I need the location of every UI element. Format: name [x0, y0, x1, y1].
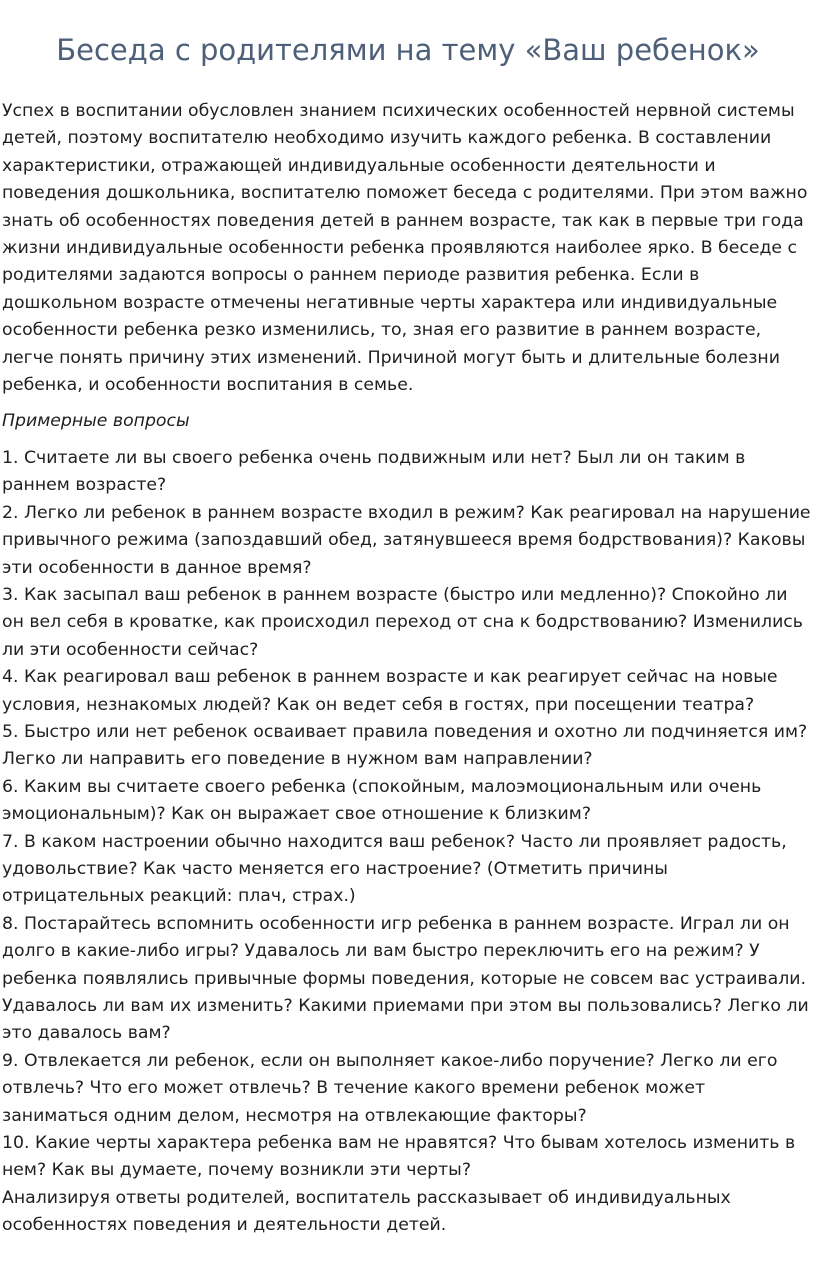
- intro-paragraph: Успех в воспитании обусловлен знанием психических особенностей нервной системы детей, поэтому воспитателю необходимо изучить каждого ребенка. В составлении характеристики, отражающей индивидуальные особенности деятельности и поведения дошкольника, воспитателю поможет беседа с родителями. При этом важно знать об особенностях поведения детей в раннем возрасте, так как в первые три года жизни индивидуальные особенности ребенка проявляются наиболее ярко. В беседе с родителями задаются вопросы о раннем периоде развития ребенка. Если в дошкольном возрасте отмечены негативные черты характера или индивидуальные особенности ребенка резко изменились, то, зная его развитие в раннем возрасте, легче понять причину этих изменений. Причиной могут быть и длительные болезни ребенка, и особенности воспитания в семье.: [2, 101, 808, 396]
- question-item: 6. Каким вы считаете своего ребенка (спокойным, малоэмоциональным или очень эмоциональным)? Как он выражает свое отношение к близким?: [2, 776, 762, 825]
- page-title: Беседа с родителями на тему «Ваш ребенок»: [56, 33, 760, 68]
- questions-list: [2, 445, 812, 1185]
- question-item: 7. В каком настроении обычно находится ваш ребенок? Часто ли проявляет радость, удовольствие? Как часто меняется его настроение? (Отметить причины отрицательных реакций: плач, страх.): [2, 831, 787, 907]
- question-item: 2. Легко ли ребенок в раннем возрасте входил в режим? Как реагировал на нарушение привычного режима (запоздавший обед, затянувшееся время бодрствования)? Каковы эти особенности в данное время?: [2, 502, 811, 578]
- closing-paragraph: Анализируя ответы родителей, воспитатель рассказывает об индивидуальных особенностях поведения и деятельности детей.: [2, 1187, 731, 1236]
- question-item: 8. Постарайтесь вспомнить особенности игр ребенка в раннем возрасте. Играл ли он долго в какие-либо игры? Удавалось ли вам быстро переключить его на режим? У ребенка появлялись привычные формы поведения, которые не совсем вас устраивали. Удавалось ли вам их изменить? Какими приемами при этом вы пользовались? Легко ли это давалось вам?: [2, 913, 809, 1044]
- question-item: 9. Отвлекается ли ребенок, если он выполняет какое-либо поручение? Легко ли его отвлечь? Что его может отвлечь? В течение какого времени ребенок может заниматься одним делом, несмотря на отвлекающие факторы?: [2, 1050, 778, 1126]
- questions-subheading: Примерные вопросы: [2, 411, 190, 432]
- question-item: 5. Быстро или нет ребенок осваивает правила поведения и охотно ли подчиняется им? Легко ли направить его поведение в нужном вам направлении?: [2, 721, 808, 770]
- question-item: 3. Как засыпал ваш ребенок в раннем возрасте (быстро или медленно)? Спокойно ли он вел себя в кроватке, как происходил переход от сна к бодрствованию? Изменились ли эти особенности сейчас?: [2, 584, 803, 660]
- document-body: [2, 98, 812, 1240]
- question-item: 10. Какие черты характера ребенка вам не нравятся? Что бывам хотелось изменить в нем? Как вы думаете, почему возникли эти черты?: [2, 1133, 796, 1181]
- question-item: 1. Считаете ли вы своего ребенка очень подвижным или нет? Был ли он таким в раннем возрасте?: [2, 447, 746, 496]
- question-item: 4. Как реагировал ваш ребенок в раннем возрасте и как реагирует сейчас на новые условия, незнакомых людей? Как он ведет себя в гостях, при посещении театра?: [2, 667, 778, 715]
